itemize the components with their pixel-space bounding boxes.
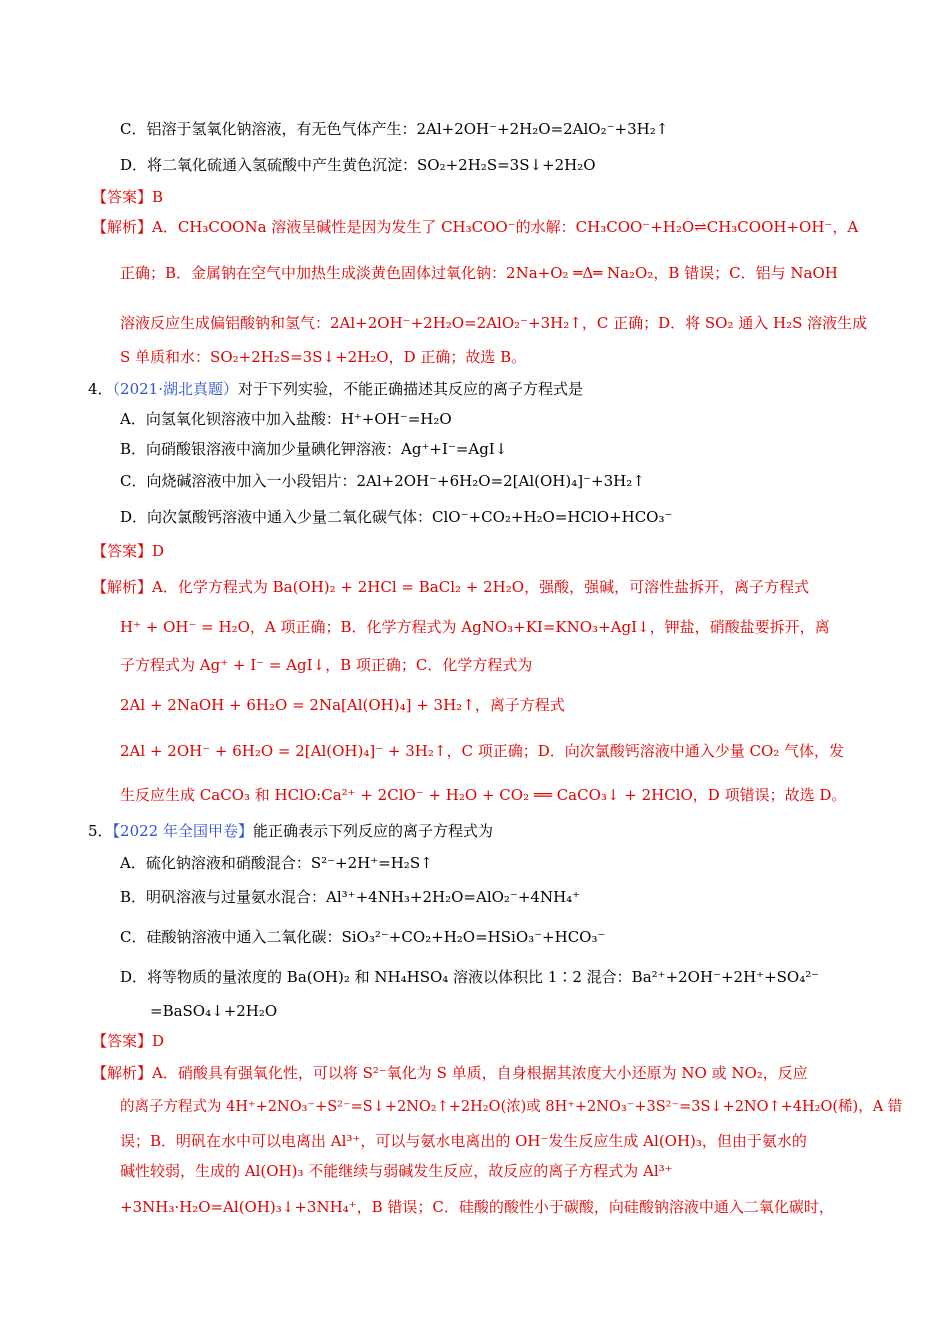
analysis-q5-line4: 碱性较弱，生成的 Al(OH)₃ 不能继续与弱碱发生反应，故反应的离子方程式为 Al³⁺ <box>120 1162 673 1180</box>
q5-option-a: A．硫化钠溶液和硝酸混合：S²⁻+2H⁺=H₂S↑ <box>120 854 433 872</box>
analysis-q4-line2: H⁺ + OH⁻ = H₂O，A 项正确；B．化学方程式为 AgNO₃+KI=KNO₃+AgI↓，钾盐，硝酸盐要拆开，离 <box>120 618 830 636</box>
question-number: 5． <box>88 822 113 840</box>
question-number: 4． <box>88 380 113 398</box>
analysis-q4-line3: 子方程式为 Ag⁺ + I⁻ = AgI↓，B 项正确；C．化学方程式为 <box>120 656 533 674</box>
question-4 <box>88 378 583 400</box>
q5-option-d-cont: =BaSO₄↓+2H₂O <box>150 1002 278 1020</box>
question-5 <box>88 820 493 842</box>
analysis-q4-line6: 生反应生成 CaCO₃ 和 HClO:Ca²⁺ + 2ClO⁻ + H₂O + CO₂ ══ CaCO₃↓ + 2HClO，D 项错误；故选 D。 <box>120 786 847 804</box>
analysis-q3-line1: 【解析】A．CH₃COONa 溶液呈碱性是因为发生了 CH₃COO⁻的水解：CH₃COO⁻+H₂O⇌CH₃COOH+OH⁻，A <box>92 218 859 236</box>
option-d-prev: D．将二氧化硫通入氢硫酸中产生黄色沉淀：SO₂+2H₂S=3S↓+2H₂O <box>120 156 596 174</box>
analysis-q5-line2: 的离子方程式为 4H⁺+2NO₃⁻+S²⁻=S↓+2NO₂↑+2H₂O(浓)或 8H⁺+2NO₃⁻+3S²⁻=3S↓+2NO↑+4H₂O(稀)，A 错 <box>120 1099 903 1115</box>
analysis-q5-line5: +3NH₃·H₂O=Al(OH)₃↓+3NH₄⁺，B 错误；C．硅酸的酸性小于碳酸，向硅酸钠溶液中通入二氧化碳时， <box>120 1198 834 1216</box>
analysis-q3-line3: 溶液反应生成偏铝酸钠和氢气：2Al+2OH⁻+2H₂O=2AlO₂⁻+3H₂↑，C 正确；D．将 SO₂ 通入 H₂S 溶液生成 <box>120 314 868 332</box>
analysis-q4-line5: 2Al + 2OH⁻ + 6H₂O = 2[Al(OH)₄]⁻ + 3H₂↑，C 项正确；D．向次氯酸钙溶液中通入少量 CO₂ 气体，发 <box>120 742 845 760</box>
question-stem: 能正确表示下列反应的离子方程式为 <box>253 822 494 840</box>
analysis-q4-line1: 【解析】A．化学方程式为 Ba(OH)₂ + 2HCl = BaCl₂ + 2H₂O，强酸，强碱，可溶性盐拆开，离子方程式 <box>92 578 810 596</box>
answer-q3: 【答案】B <box>92 188 164 206</box>
answer-q5: 【答案】D <box>92 1032 165 1050</box>
q5-option-d: D．将等物质的量浓度的 Ba(OH)₂ 和 NH₄HSO₄ 溶液以体积比 1∶2 混合：Ba²⁺+2OH⁻+2H⁺+SO₄²⁻ <box>120 968 820 986</box>
analysis-q3-line4: S 单质和水：SO₂+2H₂S=3S↓+2H₂O，D 正确；故选 B。 <box>120 348 527 366</box>
q4-option-a: A．向氢氧化钡溶液中加入盐酸：H⁺+OH⁻=H₂O <box>120 410 452 428</box>
q5-option-c: C．硅酸钠溶液中通入二氧化碳：SiO₃²⁻+CO₂+H₂O=HSiO₃⁻+HCO₃⁻ <box>120 928 606 946</box>
question-stem: 对于下列实验，不能正确描述其反应的离子方程式是 <box>238 380 584 398</box>
q4-option-c: C．向烧碱溶液中加入一小段铝片：2Al+2OH⁻+6H₂O=2[Al(OH)₄]⁻+3H₂↑ <box>120 472 645 490</box>
question-source: （2021·湖北真题） <box>112 380 238 398</box>
answer-q4: 【答案】D <box>92 542 165 560</box>
question-source: 【2022 年全国甲卷】 <box>112 822 253 840</box>
analysis-q5-line3: 误；B．明矾在水中可以电离出 Al³⁺，可以与氨水电离出的 OH⁻发生反应生成 Al(OH)₃，但由于氨水的 <box>120 1132 807 1150</box>
analysis-q3-line2: 正确；B．金属钠在空气中加热生成淡黄色固体过氧化钠：2Na+O₂ ═Δ═ Na₂O₂，B 错误；C．铝与 NaOH <box>120 264 838 282</box>
q4-option-b: B．向硝酸银溶液中滴加少量碘化钾溶液：Ag⁺+I⁻=AgI↓ <box>120 440 508 458</box>
option-c-prev: C．铝溶于氢氧化钠溶液，有无色气体产生：2Al+2OH⁻+2H₂O=2AlO₂⁻+3H₂↑ <box>120 120 669 138</box>
analysis-q5-line1: 【解析】A．硝酸具有强氧化性，可以将 S²⁻氧化为 S 单质，自身根据其浓度大小还原为 NO 或 NO₂，反应 <box>92 1064 808 1082</box>
q4-option-d: D．向次氯酸钙溶液中通入少量二氧化碳气体：ClO⁻+CO₂+H₂O=HClO+HCO₃⁻ <box>120 508 673 526</box>
q5-option-b: B．明矾溶液与过量氨水混合：Al³⁺+4NH₃+2H₂O=AlO₂⁻+4NH₄⁺ <box>120 888 581 906</box>
analysis-q4-line4: 2Al + 2NaOH + 6H₂O = 2Na[Al(OH)₄] + 3H₂↑，离子方程式 <box>120 696 565 714</box>
